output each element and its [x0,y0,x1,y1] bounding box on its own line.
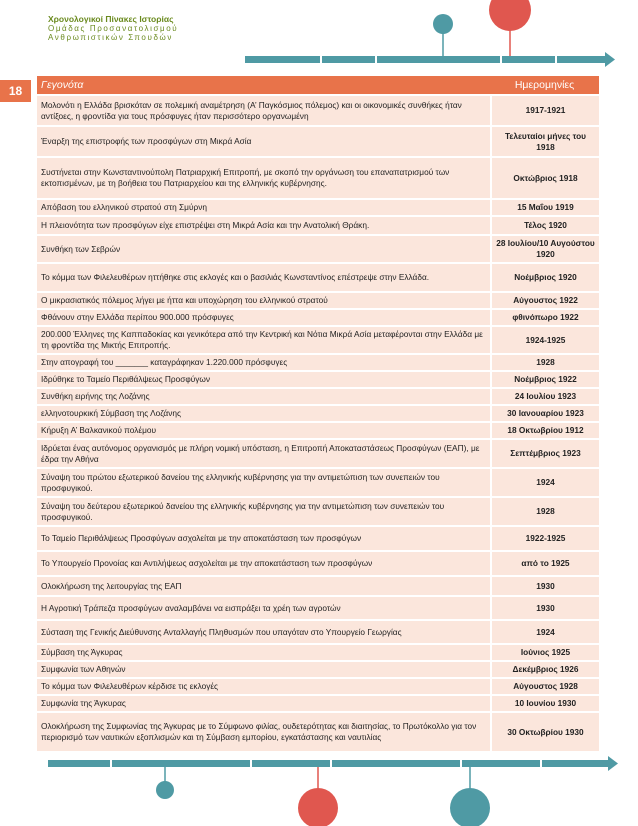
header-title: Χρονολογικοί Πίνακες Ιστορίας [48,14,174,24]
date-cell: 1928 [490,498,599,525]
top-timeline [245,0,615,67]
page-number: 18 [0,80,31,102]
table-row [37,597,599,619]
date-cell: 24 Ιουλίου 1923 [490,389,599,404]
date-cell: 1930 [490,577,599,595]
event-cell: Συμφωνία των Αθηνών [37,662,490,677]
event-cell: Ο μικρασιατικός πόλεμος λήγει με ήττα και υποχώρηση του ελληνικού στρατού [37,293,490,308]
event-cell: Το κόμμα των Φιλελευθέρων ηττήθηκε στις εκλογές και ο βασιλιάς Κωνσταντίνος επέστρεψε στην Ελλάδα. [37,264,490,291]
event-cell: Συμφωνία της Άγκυρας [37,696,490,711]
event-cell: Απόβαση του ελληνικού στρατού στη Σμύρνη [37,200,490,215]
table-row [37,127,599,156]
bottom-timeline [48,756,618,826]
table-row [37,679,599,694]
event-cell: Μολονότι η Ελλάδα βρισκόταν σε πολεμική αναμέτρηση (Α’ Παγκόσμιος πόλεμος) και οι οικονομικές συνθήκες ήταν αντίξοες, η φροντίδα για τους πρόσφυγες ήταν περισσότερο οργανωμένη [37,96,490,125]
date-cell: 1924 [490,469,599,496]
table-row [37,696,599,711]
event-cell: Φθάνουν στην Ελλάδα περίπου 900.000 πρόσφυγες [37,310,490,325]
table-row [37,372,599,387]
table-row [37,552,599,575]
event-cell: Σύναψη του πρώτου εξωτερικού δανείου της ελληνικής κυβέρνησης για την αντιμετώπιση των συνεπειών του προσφυγικού. [37,469,490,496]
event-cell: Έναρξη της επιστροφής των προσφύγων στη Μικρά Ασία [37,127,490,156]
event-cell: Σύσταση της Γενικής Διεύθυνσης Ανταλλαγής Πληθυσμών που υπαγόταν στο Υπουργείο Γεωργίας [37,621,490,643]
table-row [37,577,599,595]
event-cell: Σύμβαση της Άγκυρας [37,645,490,660]
table-row [37,355,599,370]
event-cell: 200.000 Έλληνες της Καππαδοκίας και γενικότερα από την Κεντρική και Νότια Μικρά Ασία μεταφέρονται στην Ελλάδα με τη φροντίδα της Μικτής Επιτροπής. [37,327,490,353]
event-cell: Το κόμμα των Φιλελευθέρων κέρδισε τις εκλογές [37,679,490,694]
table-row [37,264,599,291]
date-cell: Τέλος 1920 [490,217,599,234]
date-cell: 1917-1921 [490,96,599,125]
table-row [37,327,599,353]
event-cell: ελληνοτουρκική Σύμβαση της Λοζάνης [37,406,490,421]
event-cell: Ιδρύθηκε το Ταμείο Περιθάλψεως Προσφύγων [37,372,490,387]
date-cell: Νοέμβριος 1922 [490,372,599,387]
table-row [37,217,599,234]
event-cell: Ολοκλήρωση της λειτουργίας της ΕΑΠ [37,577,490,595]
event-cell: Συνθήκη των Σεβρών [37,236,490,262]
table-row [37,310,599,325]
table-row [37,440,599,467]
document-header [48,14,178,42]
table-row [37,200,599,215]
event-cell: Το Υπουργείο Προνοίας και Αντιλήψεως ασχολείται με την αποκατάσταση των προσφύγων [37,552,490,575]
table-row [37,498,599,525]
table-row [37,423,599,438]
date-cell: Ιούνιος 1925 [490,645,599,660]
date-cell: Οκτώβριος 1918 [490,158,599,198]
date-cell: Τελευταίοι μήνες του 1918 [490,127,599,156]
date-cell: Σεπτέμβριος 1923 [490,440,599,467]
date-cell: από το 1925 [490,552,599,575]
table-row [37,621,599,643]
date-cell: Αύγουστος 1928 [490,679,599,694]
date-cell: 30 Οκτωβρίου 1930 [490,713,599,751]
date-cell: 1924-1925 [490,327,599,353]
event-cell: Ολοκλήρωση της Συμφωνίας της Άγκυρας με το Σύμφωνο φιλίας, ουδετερότητας και διαιτησίας, το Πρωτόκολλο για τον περιορισμό των ναυτικών εξοπλισμών και τη Σύμβαση εμπορίου, εγκατάστασης και ναυτιλίας [37,713,490,751]
table-row [37,469,599,496]
date-cell: 1922-1925 [490,527,599,550]
event-cell: Κήρυξη Α’ Βαλκανικού πολέμου [37,423,490,438]
event-cell: Συνθήκη ειρήνης της Λοζάνης [37,389,490,404]
header-subtitle-1: Ομάδας Προσανατολισμού [48,24,179,33]
table-row [37,389,599,404]
header-subtitle-2: Ανθρωπιστικών Σπουδών [48,33,173,42]
event-cell: Στην απογραφή του _______ καταγράφηκαν 1.220.000 πρόσφυγες [37,355,490,370]
event-cell: Συστήνεται στην Κωνσταντινούπολη Πατριαρχική Επιτροπή, με σκοπό την οργάνωση του επαναπατρισμού των εκτοπισμένων, με τη βοήθεια του Πατριαρχείου και της ελληνικής κυβέρνησης. [37,158,490,198]
column-header-dates: Ημερομηνίες [490,76,599,94]
date-cell: 15 Μαΐου 1919 [490,200,599,215]
date-cell: φθινόπωρο 1922 [490,310,599,325]
date-cell: 1930 [490,597,599,619]
table-row [37,158,599,198]
date-cell: Δεκέμβριος 1926 [490,662,599,677]
table-row [37,662,599,677]
event-cell: Σύναψη του δεύτερου εξωτερικού δανείου της ελληνικής κυβέρνησης για την αντιμετώπιση των συνεπειών του προσφυγικού. [37,498,490,525]
table-header-row [37,76,599,94]
table-row [37,406,599,421]
table-row [37,527,599,550]
date-cell: 30 Ιανουαρίου 1923 [490,406,599,421]
date-cell: 28 Ιουλίου/10 Αυγούστου 1920 [490,236,599,262]
table-row [37,96,599,125]
table-row [37,236,599,262]
event-cell: Η Αγροτική Τράπεζα προσφύγων αναλαμβάνει να εισπράξει τα χρέη των αγροτών [37,597,490,619]
timeline-table [37,74,599,753]
table-row [37,293,599,308]
date-cell: Νοέμβριος 1920 [490,264,599,291]
event-cell: Το Ταμείο Περιθάλψεως Προσφύγων ασχολείται με την αποκατάσταση των προσφύγων [37,527,490,550]
date-cell: Αύγουστος 1922 [490,293,599,308]
table-row [37,645,599,660]
date-cell: 18 Οκτωβρίου 1912 [490,423,599,438]
event-cell: Ιδρύεται ένας αυτόνομος οργανισμός με πλήρη νομική υπόσταση, η Επιτροπή Αποκαταστάσεως Προσφύγων (ΕΑΠ), με έδρα την Αθήνα [37,440,490,467]
table-row [37,713,599,751]
column-header-events: Γεγονότα [37,76,490,94]
date-cell: 1928 [490,355,599,370]
date-cell: 10 Ιουνίου 1930 [490,696,599,711]
date-cell: 1924 [490,621,599,643]
event-cell: Η πλειονότητα των προσφύγων είχε επιστρέψει στη Μικρά Ασία και την Ανατολική Θράκη. [37,217,490,234]
